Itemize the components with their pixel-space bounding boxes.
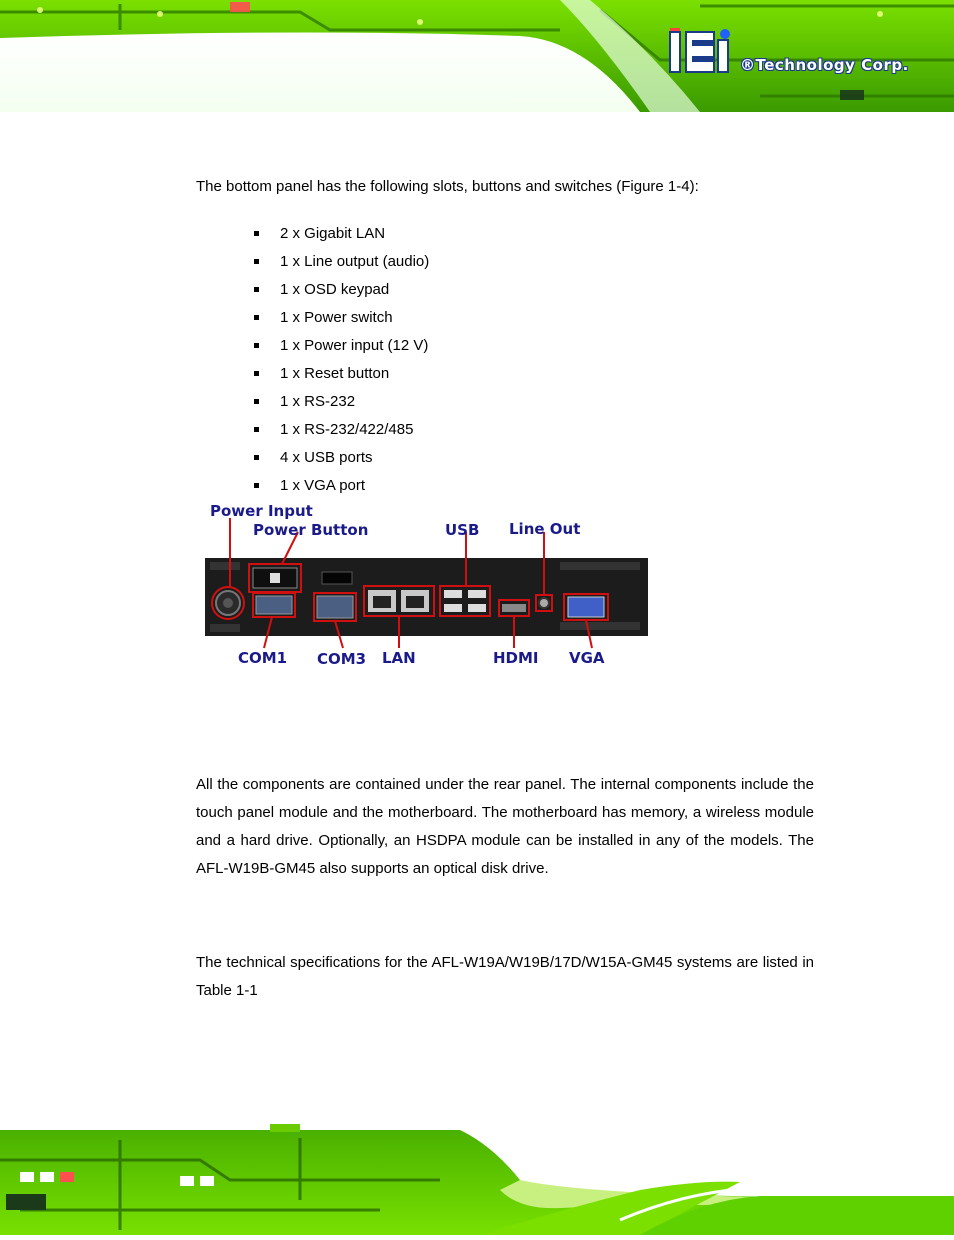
bullet-icon (254, 343, 259, 348)
footer-pcb-graphic (0, 1120, 954, 1235)
header-band (0, 0, 954, 112)
footer-band (0, 1120, 954, 1235)
iei-logo-icon (668, 28, 738, 76)
bottom-panel-features-list (252, 220, 429, 500)
list-item: 1 x Power switch (252, 304, 429, 332)
list-item: 1 x Power input (12 V) (252, 332, 429, 360)
label-com3: COM3 (317, 650, 367, 668)
list-item: 1 x Line output (audio) (252, 248, 429, 276)
bullet-icon (254, 231, 259, 236)
label-hdmi: HDMI (493, 649, 539, 667)
bullet-icon (254, 315, 259, 320)
bottom-panel-figure (200, 500, 660, 675)
list-item: 1 x OSD keypad (252, 276, 429, 304)
list-item: 1 x RS-232/422/485 (252, 416, 429, 444)
list-item: 1 x VGA port (252, 472, 429, 500)
intro-text: The bottom panel has the following slots, buttons and switches (Figure 1-4): (196, 178, 699, 195)
label-power-input: Power Input (210, 502, 313, 520)
bullet-icon (254, 371, 259, 376)
bullet-icon (254, 455, 259, 460)
list-item: 2 x Gigabit LAN (252, 220, 429, 248)
label-lan: LAN (382, 649, 416, 667)
label-power-button: Power Button (253, 521, 369, 539)
label-com1: COM1 (238, 649, 288, 667)
bullet-icon (254, 287, 259, 292)
label-usb: USB (445, 521, 480, 539)
company-logo (668, 28, 948, 88)
list-item: 1 x RS-232 (252, 388, 429, 416)
bullet-icon (254, 259, 259, 264)
bullet-icon (254, 483, 259, 488)
internal-components-paragraph: All the components are contained under the rear panel. The internal components include the touch panel module and the motherboard. The motherboard has memory, a wireless module and a hard drive. Optionally, an HSDPA module can be installed in any of the models. The AFL-W19B-GM45 also supports an optical disk drive. (196, 776, 814, 877)
bullet-icon (254, 399, 259, 404)
bullet-icon (254, 427, 259, 432)
logo-text: ®Technology Corp. (740, 56, 909, 74)
list-item: 4 x USB ports (252, 444, 429, 472)
label-vga: VGA (569, 649, 605, 667)
label-line-out: Line Out (509, 520, 581, 538)
list-item: 1 x Reset button (252, 360, 429, 388)
specifications-paragraph: The technical specifications for the AFL-W19A/W19B/17D/W15A-GM45 systems are listed in Table 1-1 (196, 954, 814, 999)
